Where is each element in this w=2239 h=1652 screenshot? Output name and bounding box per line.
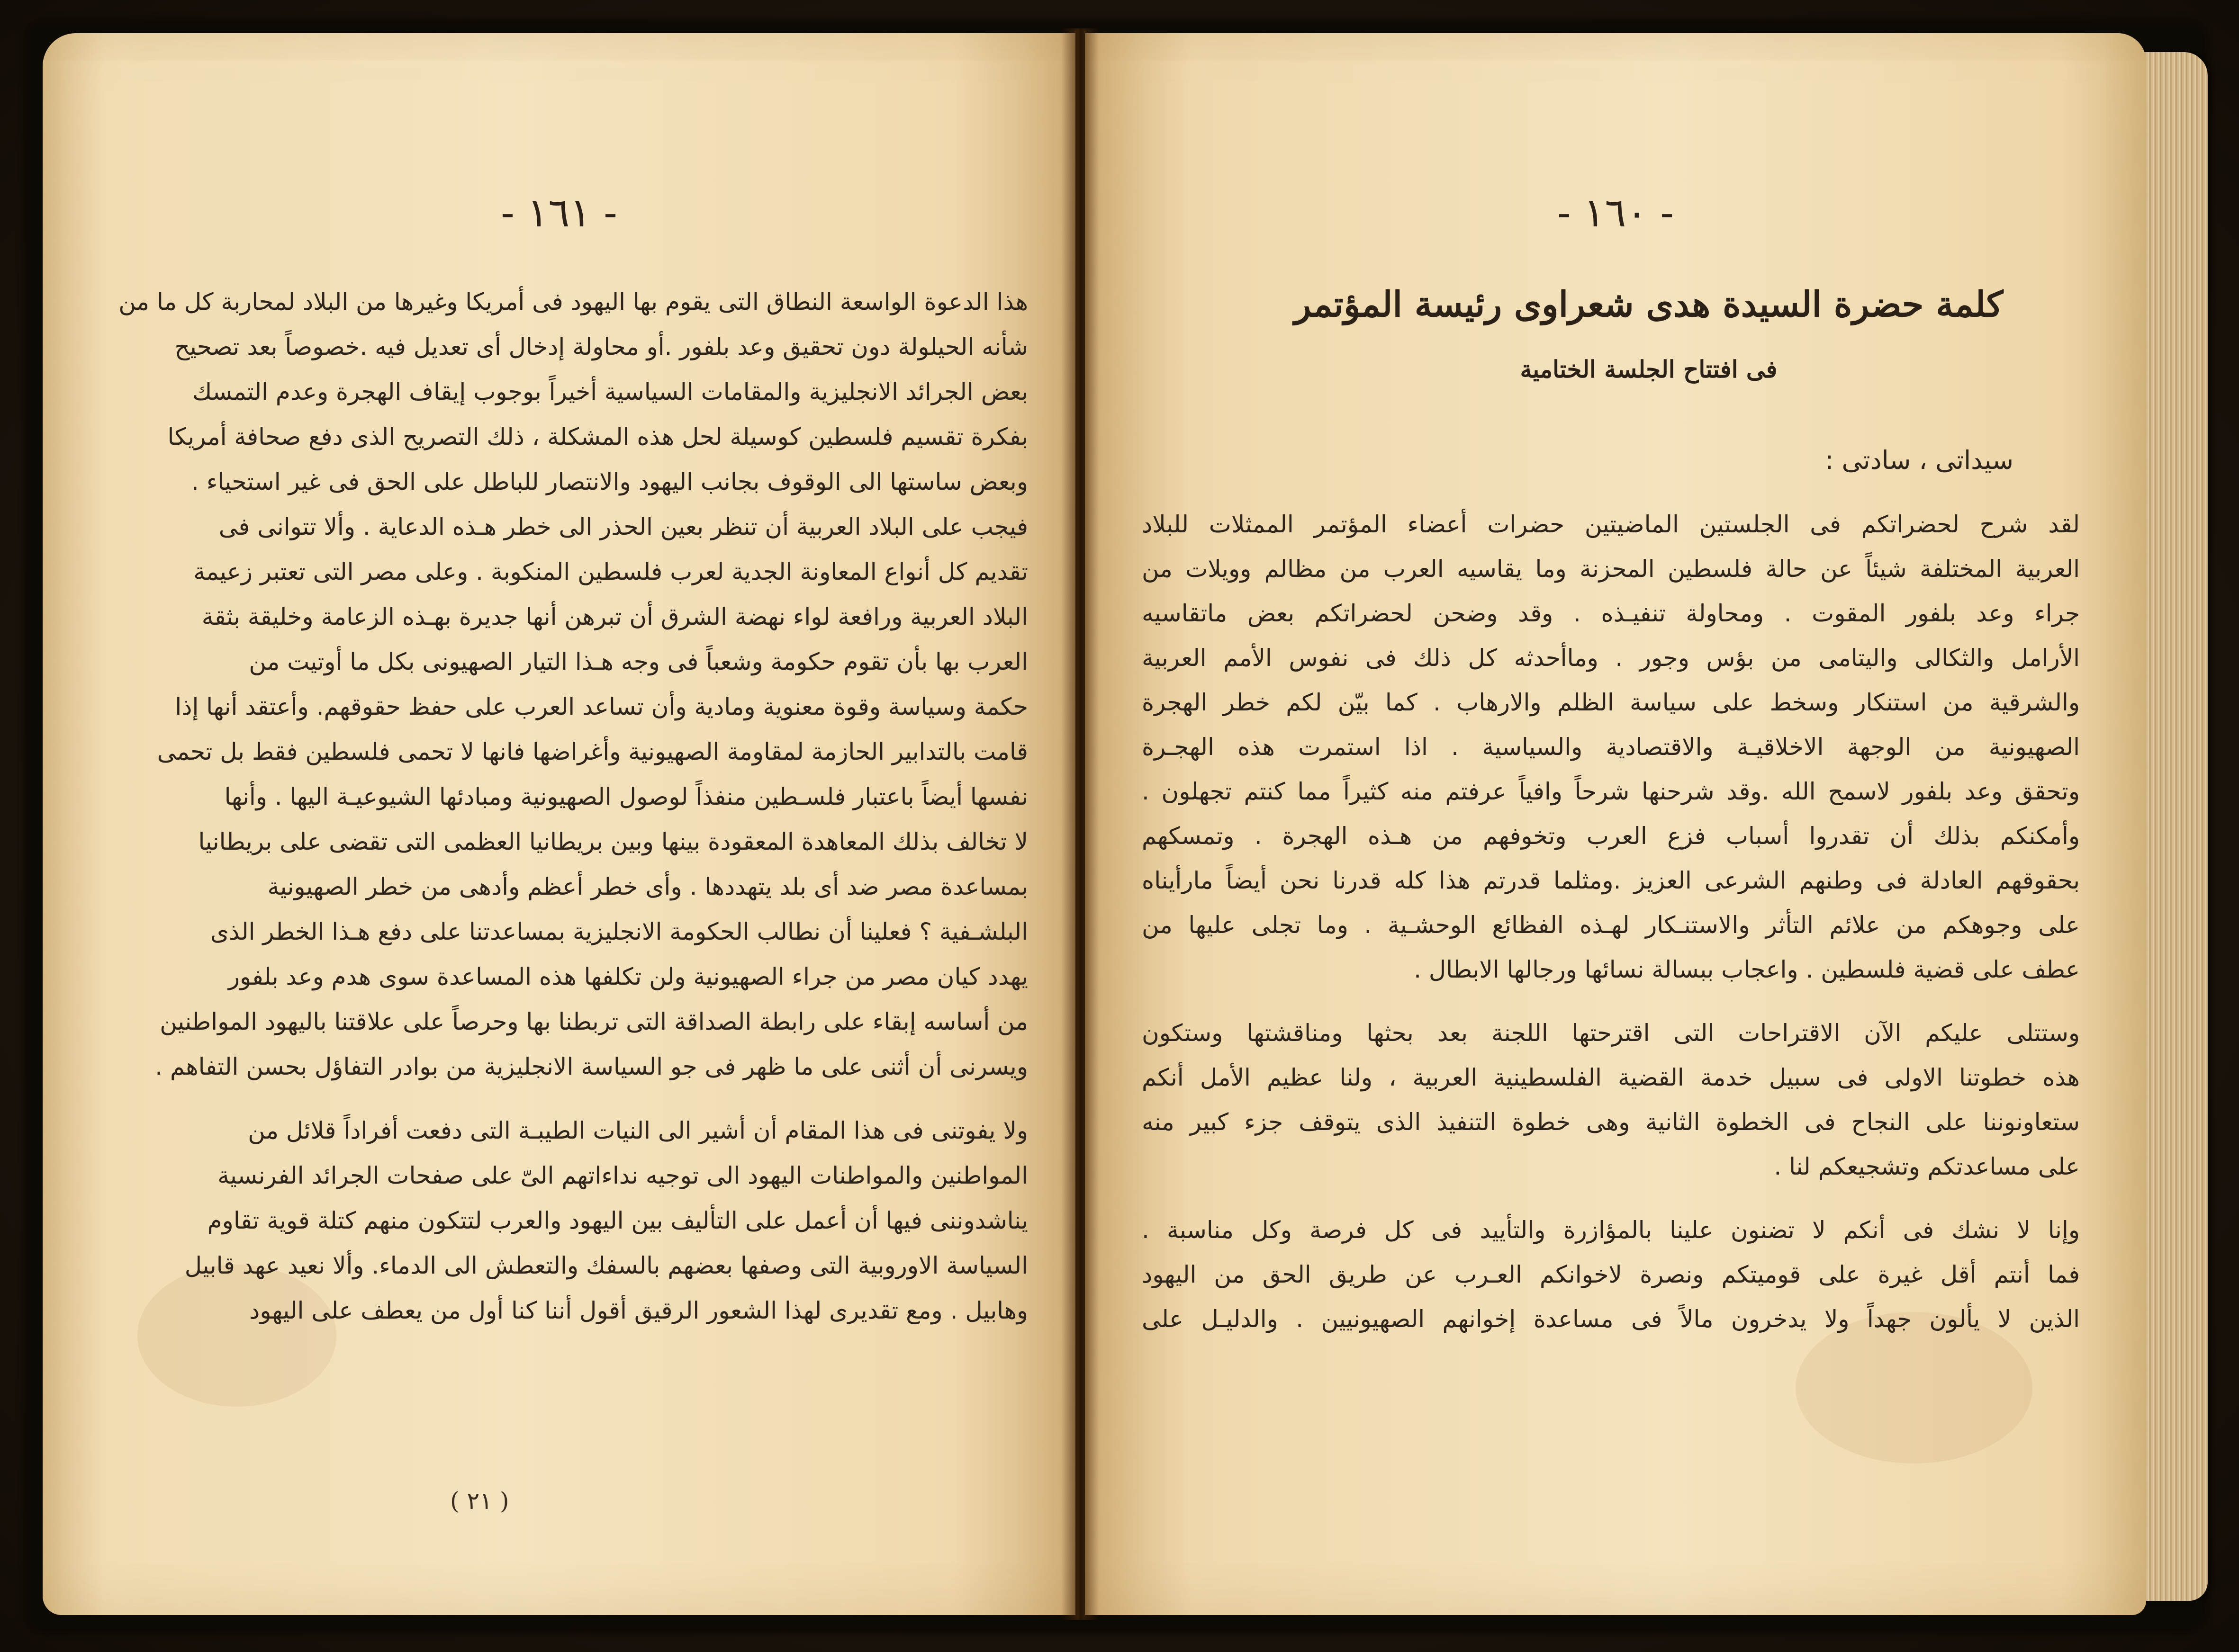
page-edges — [2141, 52, 2208, 1601]
text-line: تقديم كل أنواع المعاونة الجدية لعرب فلسطين المنكوبة . وعلى مصر التى تعتبر زعيمة — [193, 558, 1028, 585]
salutation: سيداتى ، سادتى : — [1825, 445, 2013, 475]
paragraph-gap — [270, 1089, 1028, 1108]
speech-subtitle: فى افتتاح الجلسة الختامية — [1520, 355, 1778, 383]
text-line: بفكرة تقسيم فلسطين كوسيلة لحل هذه المشكلة ، ذلك التصريح الذى دفع صحافة أمريكا — [167, 423, 1028, 450]
book-gutter — [1061, 28, 1099, 1620]
text-line: لا تخالف بذلك المعاهدة المعقودة بينها وبين بريطانيا العظمى التى تقضى على بريطانيا — [198, 828, 1028, 855]
signature-folio: ( ٢١ ) — [450, 1487, 509, 1515]
text-line: ستعاونوننا على النجاح فى الخطوة الثانية وهى خطوة التنفيذ الذى يتوقف جزء كبير منه — [1142, 1108, 2080, 1136]
text-line: العربية المختلفة شيئاً عن حالة فلسطين المحزنة وما يقاسيه العرب من مظالم وويلات من — [1142, 555, 2080, 583]
text-line: حكمة وسياسة وقوة معنوية ومادية وأن تساعد العرب على حفظ حقوقهم. وأعتقد أنها إذا — [175, 693, 1028, 720]
text-line: جراء وعد بلفور المقوت . ومحاولة تنفيـذه . وقد وضحن لحضراتكم بعض ماتقاسيه — [1142, 600, 2080, 627]
text-line: البلاد العربية ورافعة لواء نهضة الشرق أن تبرهن أنها جديرة بهـذه الزعامة وخليقة بثقة — [201, 603, 1028, 630]
text-line: وتحقق وعد بلفور لاسمح الله .وقد شرحنها شرحاً وافياً عرفتم منه كثيراً مما كنتم تجهلون . — [1142, 778, 2080, 805]
text-line: والشرقية من استنكار وسخط على سياسة الظلم والارهاب . كما بيّن لكم خطر الهجرة — [1142, 689, 2080, 716]
left-page-body — [118, 279, 1028, 1333]
text-line: فيجب على البلاد العربية أن تنظر بعين الحذر الى خطر هـذه الدعاية . وألا تتوانى فى — [218, 513, 1028, 540]
text-line: قامت بالتدابير الحازمة لمقاومة الصهيونية وأغراضها فانها لا تحمى فلسطين فقط بل تحمى — [157, 738, 1028, 765]
text-line: على وجوهكم من علائم التأثر والاستنـكار لهـذه الفظائع الوحشـية . وما تجلى عليها من — [1142, 911, 2080, 939]
text-line: نفسها أيضاً باعتبار فلسـطين منفذاً لوصول الصهيونية ومبادئها الشيوعيـة اليها . وأنها — [224, 783, 1028, 810]
text-line: هذا الدعوة الواسعة النطاق التى يقوم بها اليهود فى أمريكا وغيرها من البلاد لمحاربة كل ما من — [118, 288, 1028, 315]
text-line: يناشدوننى فيها أن أعمل على التأليف بين اليهود والعرب لتتكون منهم كتلة قوية تقاوم — [207, 1207, 1028, 1234]
speech-title: كلمة حضرة السيدة هدى شعراوى رئيسة المؤتمر — [1294, 284, 2004, 325]
text-line: ويسرنى أن أثنى على ما ظهر فى جو السياسة الانجليزية من بوادر التفاؤل بحسن التفاهم . — [155, 1053, 1028, 1080]
text-line: على مساعدتكم وتشجيعكم لنا . — [1774, 1153, 2080, 1180]
text-line: العرب بها بأن تقوم حكومة وشعباً فى وجه هـذا التيار الصهيونى بكل ما أوتيت من — [249, 648, 1028, 675]
text-line: وستتلى عليكم الآن الاقتراحات التى اقترحتها اللجنة بعد بحثها ومناقشتها وستكون — [1142, 1019, 2080, 1047]
right-page — [1085, 33, 2146, 1615]
text-line: وبعض ساستها الى الوقوف بجانب اليهود والانتصار للباطل على الحق فى غير استحياء . — [191, 468, 1028, 495]
right-page-number: - ١٦٠ - — [1557, 189, 1674, 236]
text-line: السياسة الاوروبية التى وصفها بعضهم بالسفك والتعطش الى الدماء. وألا نعيد عهد قابيل — [184, 1252, 1028, 1279]
text-line: الذين لا يألون جهداً ولا يدخرون مالاً فى مساعدة إخوانهم الصهيونيين . والدليـل على — [1142, 1305, 2080, 1333]
text-line: وأمكنكم بذلك أن تقدروا أسباب فزع العرب وتخوفهم من هـذه الهجرة . وتمسكهم — [1142, 822, 2080, 850]
text-line: هذه خطوتنا الاولى فى سبيل خدمة القضية الفلسطينية العربية ، ولنا عظيم الأمل أنكم — [1142, 1064, 2080, 1091]
text-line: فما أنتم أقل غيرة على قوميتكم ونصرة لاخوانكم العـرب عن طريق الحق من اليهود — [1142, 1261, 2080, 1288]
text-line: ولا يفوتنى فى هذا المقام أن أشير الى النيات الطيبـة التى دفعت أفراداً قلائل من — [248, 1117, 1028, 1144]
text-line: لقد شرح لحضراتكم فى الجلستين الماضيتين حضرات أعضاء المؤتمر الممثلات للبلاد — [1142, 511, 2080, 538]
left-page — [43, 33, 1075, 1615]
text-line: عطف على قضية فلسطين . واعجاب ببسالة نسائها ورجالها الابطال . — [1414, 956, 2080, 983]
text-line: البلشـفية ؟ فعلينا أن نطالب الحكومة الانجليزية بمساعدتنا على دفع هـذا الخطر الذى — [210, 918, 1028, 945]
text-line: بعض الجرائد الانجليزية والمقامات السياسية أخيراً بوجوب إيقاف الهجرة وعدم التمسك — [192, 378, 1028, 405]
text-line: من أساسه إبقاء على رابطة الصداقة التى تربطنا بها وحرصاً على علاقتنا باليهود المواطنين — [160, 1008, 1028, 1035]
text-line: الأرامل والثكالى واليتامى من بؤس وجور . وماأحدثه كل ذلك فى نفوس الأمم العربية — [1142, 644, 2080, 672]
paragraph-gap — [1142, 992, 2080, 1011]
text-line: شأنه الحيلولة دون تحقيق وعد بلفور .أو محاولة إدخال أى تعديل فيه .خصوصاً بعد تصحيح — [174, 333, 1028, 360]
text-line: وإنا لا نشك فى أنكم لا تضنون علينا بالمؤازرة والتأييد فى كل فرصة وكل مناسبة . — [1142, 1216, 2080, 1244]
paragraph-gap — [1142, 1189, 2080, 1208]
right-page-body — [1142, 502, 2080, 1341]
text-line: الصهيونية من الوجهة الاخلاقيـة والاقتصادية والسياسية . اذا استمرت هذه الهجـرة — [1142, 733, 2080, 761]
text-line: وهابيل . ومع تقديرى لهذا الشعور الرقيق أقول أننا كنا أول من يعطف على اليهود — [249, 1297, 1028, 1324]
text-line: المواطنين والمواطنات اليهود الى توجيه نداءاتهم الىّ على صفحات الجرائد الفرنسية — [217, 1162, 1028, 1189]
left-page-number: - ١٦١ - — [501, 189, 617, 236]
text-line: بمساعدة مصر ضد أى بلد يتهددها . وأى خطر أعظم وأدهى من خطر الصهيونية — [267, 873, 1028, 900]
text-line: يهدد كيان مصر من جراء الصهيونية ولن تكلفها هذه المساعدة سوى هدم وعد بلفور — [228, 963, 1028, 990]
text-line: بحقوقهم العادلة فى وطنهم الشرعى العزيز .ومثلما قدرتم هذا كله قدرنا نحن أيضاً مارأيناه — [1142, 867, 2080, 894]
